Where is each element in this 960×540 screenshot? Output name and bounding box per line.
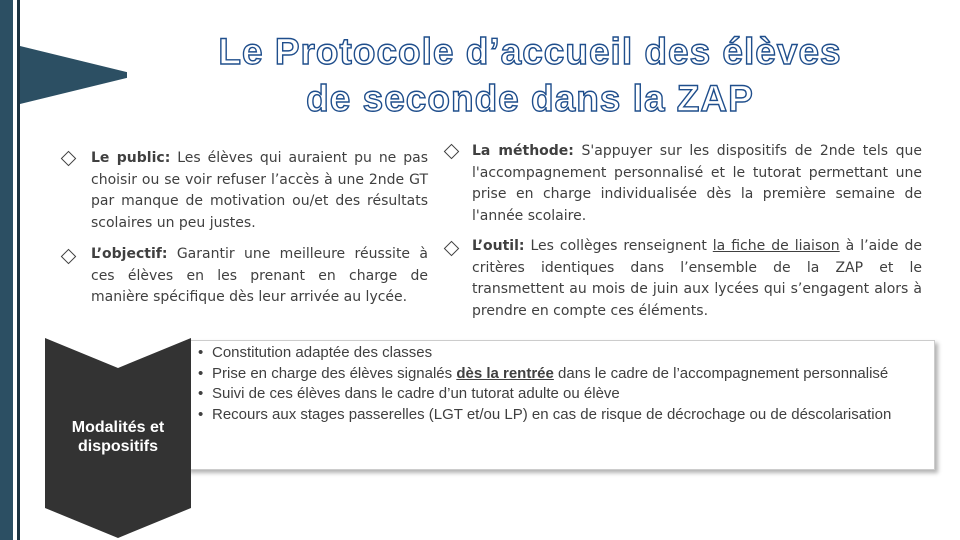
diamond-bullet-icon bbox=[61, 151, 77, 167]
methode-label: La méthode: bbox=[472, 143, 574, 159]
fiche-de-liaison-link[interactable]: la fiche de liaison bbox=[712, 238, 840, 254]
methode-paragraph bbox=[472, 141, 922, 227]
modalites-label: Modalités et dispositifs bbox=[71, 419, 165, 455]
objectif-label: L’objectif: bbox=[91, 246, 168, 262]
public-text: Les élèves qui auraient pu ne pas choisir ou se voir refuser l’accès à une 2nde GT par manque de motivation ou/et des résultats scolaires un peu justes. bbox=[91, 150, 429, 231]
diamond-bullet-icon bbox=[444, 144, 460, 160]
modalite-item-3: Suivi de ces élèves dans le cadre d’un tutorat adulte ou élève bbox=[212, 385, 620, 402]
bullet-icon: • bbox=[198, 344, 204, 361]
modalites-list bbox=[198, 343, 918, 425]
list-item bbox=[198, 384, 918, 405]
list-item bbox=[198, 364, 918, 385]
bullet-icon: • bbox=[198, 385, 204, 402]
outil-label: L’outil: bbox=[472, 238, 525, 254]
objectif-paragraph bbox=[91, 244, 428, 309]
title-line-1: Le Protocole d’accueil des élèves bbox=[218, 31, 842, 72]
modalite-item-2-before: Prise en charge des élèves signalés bbox=[212, 364, 453, 382]
title-line-2: de seconde dans la ZAP bbox=[306, 78, 754, 119]
bullet-icon: • bbox=[198, 364, 204, 382]
bullet-icon: • bbox=[198, 405, 204, 423]
public-paragraph bbox=[91, 148, 428, 234]
slide-title bbox=[100, 28, 960, 122]
outil-text-after: à l’aide de critères identiques dans l’ensemble de la ZAP et le transmettent au mois de juin aux lycées qui s’engagent alors à prendre en compte ces éléments. bbox=[472, 238, 923, 319]
modalite-item-1: Constitution adaptée des classes bbox=[212, 344, 433, 361]
list-item bbox=[198, 343, 918, 364]
diamond-bullet-icon bbox=[444, 241, 460, 257]
public-label: Le public: bbox=[91, 150, 171, 166]
left-accent-bar bbox=[0, 0, 13, 540]
modalite-item-2-after: dans le cadre de l’accompagnement personnalisé bbox=[558, 364, 889, 382]
outil-text-before: Les collèges renseignent bbox=[530, 238, 707, 254]
modalite-item-2-emphasis: dès la rentrée bbox=[456, 364, 554, 382]
outil-paragraph bbox=[472, 236, 922, 322]
left-accent-line bbox=[17, 0, 20, 540]
list-item bbox=[198, 405, 918, 426]
objectif-text: Garantir une meilleure réussite à ces élèves en les prenant en charge de manière spécifique dès leur arrivée au lycée. bbox=[91, 246, 428, 305]
methode-text: S'appuyer sur les dispositifs de 2nde tels que l'accompagnement personnalisé et le tutorat permettant une prise en charge individualisée dès la première semaine de l'année scolaire. bbox=[472, 143, 923, 224]
diamond-bullet-icon bbox=[61, 249, 77, 265]
modalite-item-4: Recours aux stages passerelles (LGT et/ou LP) en cas de risque de décrochage ou de déscolarisation bbox=[212, 405, 892, 423]
